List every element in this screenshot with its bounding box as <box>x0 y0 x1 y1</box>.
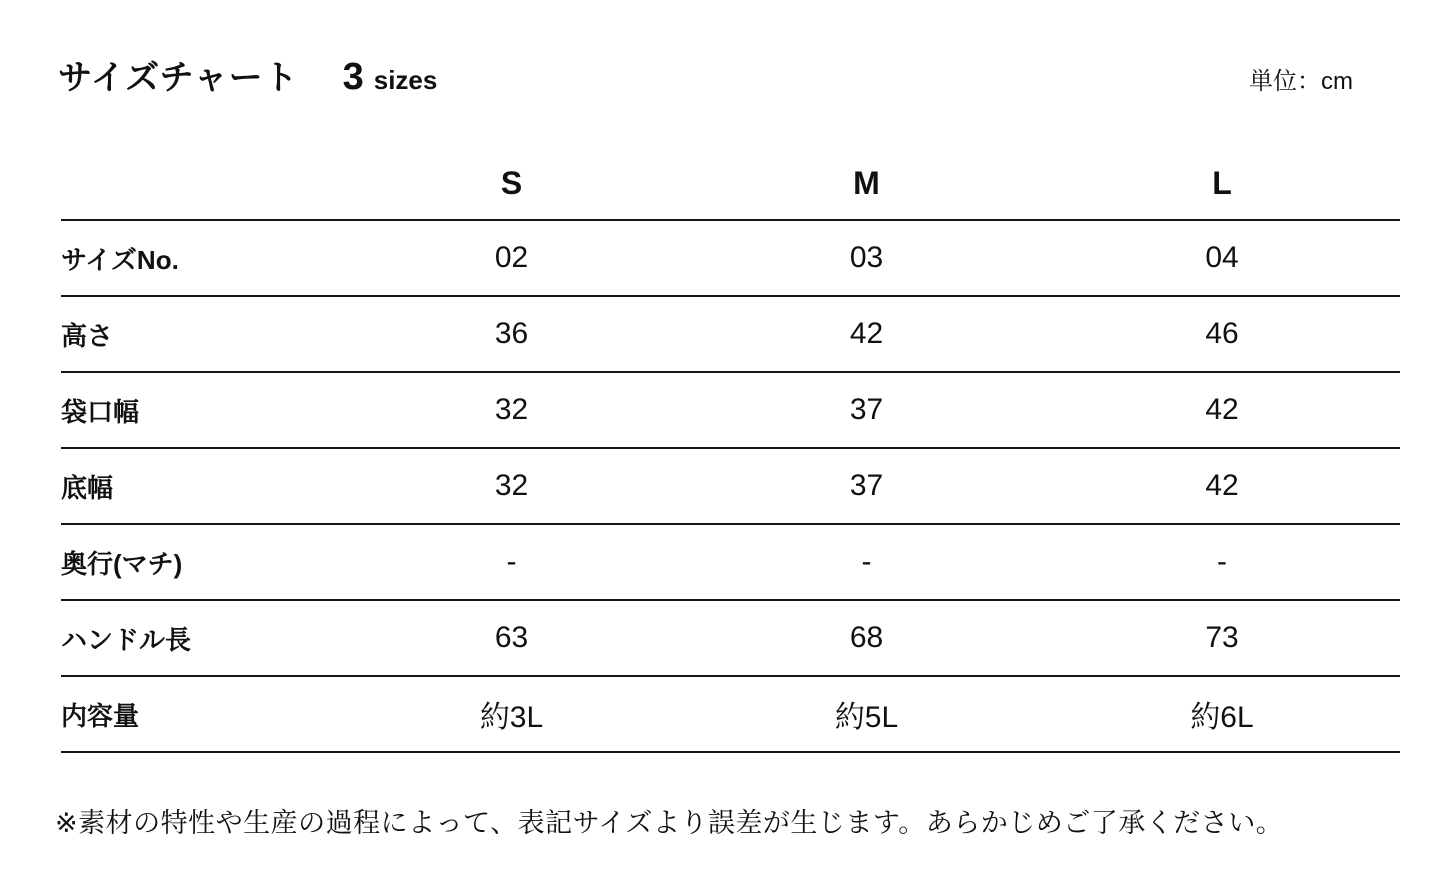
cell-s: 32 <box>494 469 529 502</box>
cell-s: 63 <box>494 621 529 654</box>
col-header-s: S <box>500 164 523 201</box>
table-row-depth-gusset <box>61 524 1400 600</box>
cell-m: 約5L <box>834 701 899 734</box>
sizes-word: sizes <box>373 65 438 95</box>
cell-l: 04 <box>1205 241 1239 274</box>
row-label: 袋口幅 <box>61 396 140 427</box>
cell-m: 37 <box>849 469 884 502</box>
table-row-capacity <box>61 676 1400 752</box>
cell-l: 42 <box>1205 469 1239 502</box>
col-header-m: M <box>853 164 880 201</box>
cell-m: 03 <box>849 241 884 274</box>
footnote: ※素材の特性や生産の過程によって、表記サイズより誤差が生じます。あらかじめご了承ください。 <box>55 808 1284 838</box>
cell-s: - <box>506 545 517 578</box>
unit-label: 単位：cm <box>1249 68 1353 95</box>
table-row-handle-length <box>61 600 1400 676</box>
cell-m: 68 <box>849 621 884 654</box>
row-label: 底幅 <box>61 472 114 503</box>
size-chart-table <box>61 147 1400 753</box>
cell-s: 36 <box>494 317 529 350</box>
row-label: 奥行(マチ) <box>61 548 183 579</box>
cell-s: 32 <box>494 393 529 426</box>
cell-m: 42 <box>849 317 884 350</box>
title-group <box>58 50 437 99</box>
cell-l: 46 <box>1205 317 1239 350</box>
table-row-opening-width <box>61 372 1400 448</box>
cell-s: 約3L <box>479 701 544 734</box>
page-header <box>58 50 1353 99</box>
row-label: サイズNo. <box>61 244 179 275</box>
cell-s: 02 <box>494 241 529 274</box>
cell-m: 37 <box>849 393 884 426</box>
table-row-size-no <box>61 220 1400 296</box>
cell-l: 42 <box>1205 393 1239 426</box>
row-label: 内容量 <box>61 700 140 731</box>
sizes-count: 3 <box>342 56 364 98</box>
column-header-row <box>61 147 1400 220</box>
row-label: 高さ <box>61 320 114 351</box>
table-row-bottom-width <box>61 448 1400 524</box>
cell-l: - <box>1217 545 1227 578</box>
row-label: ハンドル長 <box>61 624 192 655</box>
cell-l: 約6L <box>1190 701 1254 734</box>
cell-l: 73 <box>1205 621 1239 654</box>
col-header-l: L <box>1212 164 1232 201</box>
cell-m: - <box>861 545 872 578</box>
page-title: サイズチャート <box>58 59 299 97</box>
corner-cell <box>61 147 334 220</box>
table-row-height <box>61 296 1400 372</box>
